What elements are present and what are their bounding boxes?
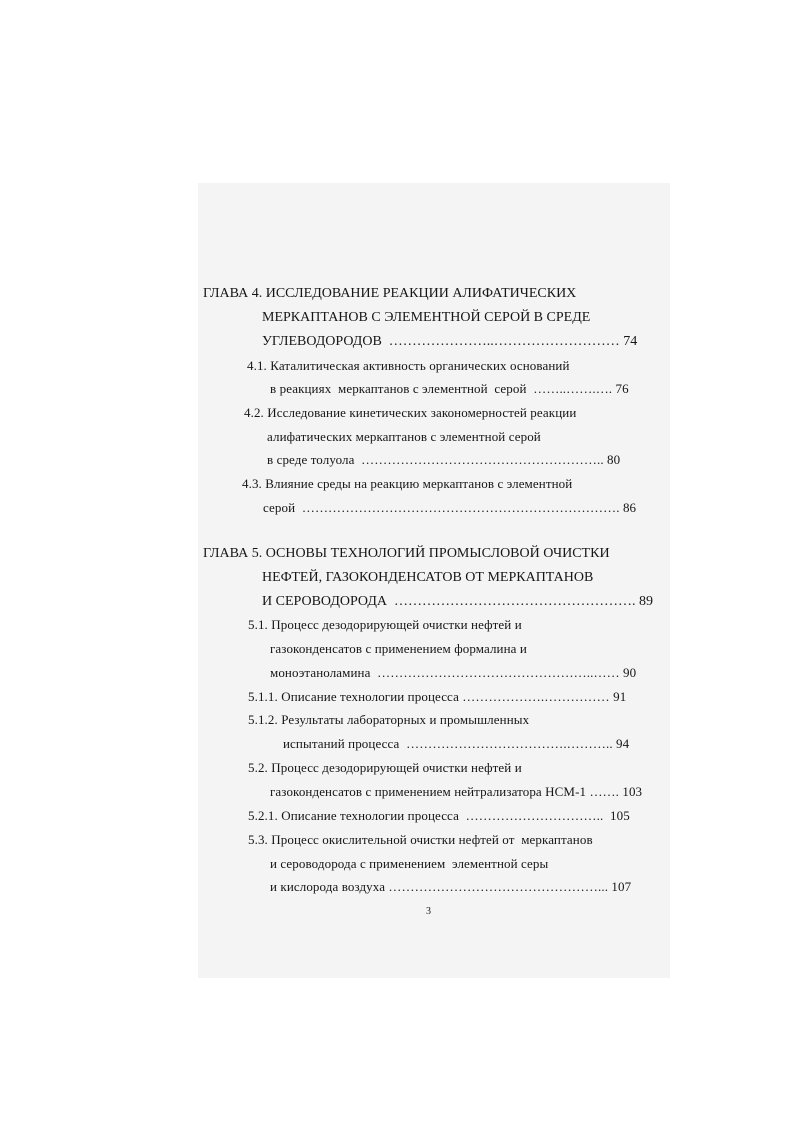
chapter-5-title-line-3: И СЕРОВОДОРОДА ……………………………………………. 89: [262, 594, 654, 609]
section-5-3-line-1: 5.3. Процесс окислительной очистки нефтей от меркаптанов: [248, 832, 593, 847]
section-5-1-1-line-1: 5.1.1. Описание технологии процесса ……………….…………… 91: [248, 689, 627, 704]
section-4-3-line-1: 4.3. Влияние среды на реакцию меркаптанов с элементной: [242, 476, 573, 491]
section-5-3-line-3: и кислорода воздуха …………………………………………... 107: [270, 879, 632, 894]
chapter-5-title-line-2: НЕФТЕЙ, ГАЗОКОНДЕНСАТОВ ОТ МЕРКАПТАНОВ: [262, 570, 594, 585]
section-5-1-2-line-2: испытаний процесса ……………………………….……….. 94: [283, 736, 630, 751]
section-5-2-1-line-1: 5.2.1. Описание технологии процесса ………………………….. 105: [248, 808, 630, 823]
section-5-1-line-1: 5.1. Процесс дезодорирующей очистки нефтей и: [248, 617, 522, 632]
section-5-1-2-line-1: 5.1.2. Результаты лабораторных и промышленных: [248, 712, 530, 727]
chapter-4-title-line-2: МЕРКАПТАНОВ С ЭЛЕМЕНТНОЙ СЕРОЙ В СРЕДЕ: [262, 310, 591, 325]
section-4-2-line-2: алифатических меркаптанов с элементной серой: [267, 429, 541, 444]
section-4-2-line-3: в среде толуола ……………………………………………….. 80: [267, 452, 621, 467]
section-4-3-line-2: серой ………………………………………………………………. 86: [263, 500, 637, 515]
chapter-4-title-line-3: УГЛЕВОДОРОДОВ …………………..……………………… 74: [262, 334, 638, 349]
section-4-1-line-2: в реакциях меркаптанов с элементной серой ……..…….…. 76: [270, 381, 629, 396]
page-number: 3: [426, 906, 431, 917]
section-5-3-line-2: и сероводорода с применением элементной серы: [270, 856, 549, 871]
chapter-4-title-line-1: ГЛАВА 4. ИССЛЕДОВАНИЕ РЕАКЦИИ АЛИФАТИЧЕСКИХ: [203, 286, 577, 301]
section-5-1-line-2: газоконденсатов с применением формалина и: [270, 641, 527, 656]
section-5-2-line-1: 5.2. Процесс дезодорирующей очистки нефтей и: [248, 760, 522, 775]
section-4-2-line-1: 4.2. Исследование кинетических закономерностей реакции: [244, 405, 577, 420]
section-4-1-line-1: 4.1. Каталитическая активность органических оснований: [247, 358, 570, 373]
section-5-2-line-2: газоконденсатов с применением нейтрализатора НСМ-1 ……. 103: [270, 784, 643, 799]
section-5-1-line-3: моноэтаноламина …………………………………………..…… 90: [270, 665, 637, 680]
chapter-5-title-line-1: ГЛАВА 5. ОСНОВЫ ТЕХНОЛОГИЙ ПРОМЫСЛОВОЙ ОЧИСТКИ: [203, 546, 610, 561]
